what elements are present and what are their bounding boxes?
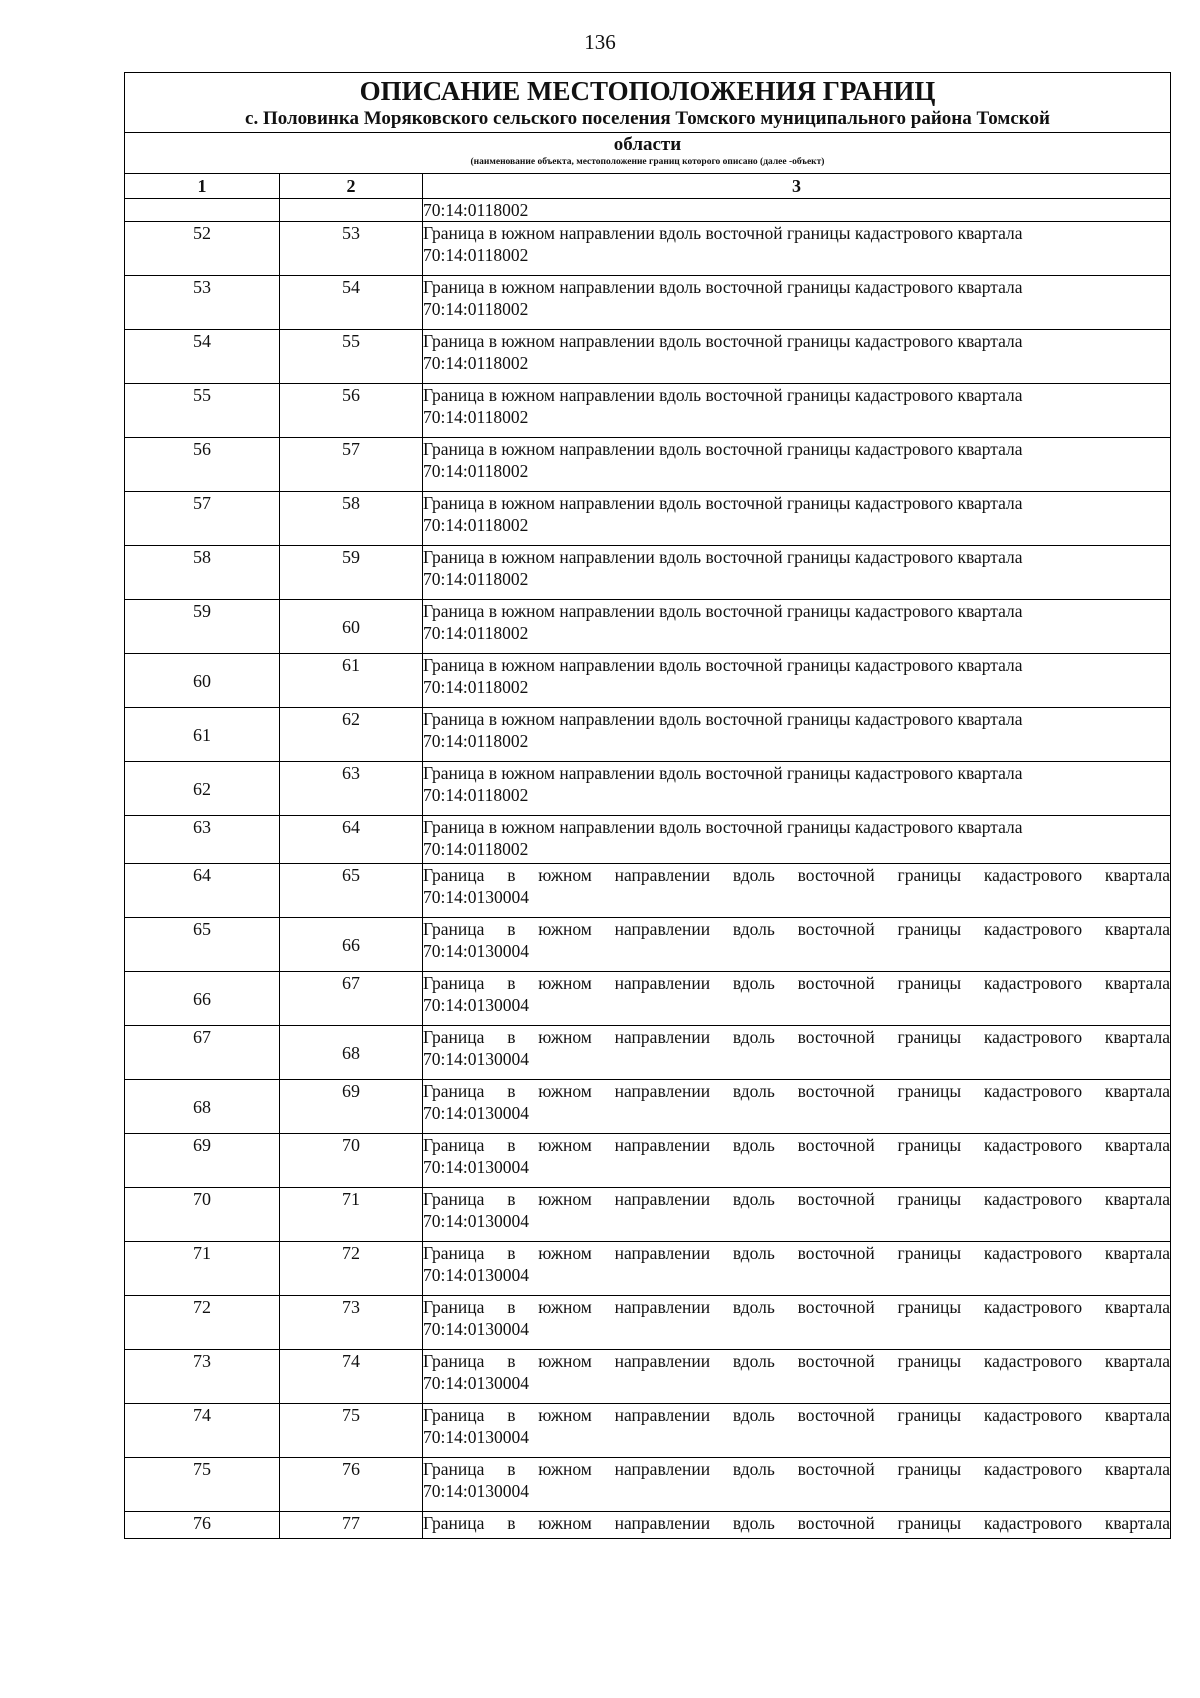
description-text: Граница в южном направлении вдоль восточной границы кадастрового квартала — [423, 1081, 1170, 1101]
description-text: Граница в южном направлении вдоль восточной границы кадастрового квартала — [423, 1189, 1170, 1209]
boundary-description — [423, 1296, 1171, 1350]
to-point: 75 — [280, 1404, 423, 1458]
document-subtitle-continuation: области — [613, 134, 682, 155]
boundary-description — [423, 1512, 1171, 1539]
to-point: 55 — [280, 330, 423, 384]
description-text: Граница в южном направлении вдоль восточной границы кадастрового квартала — [423, 1243, 1170, 1263]
table-row-continuation — [125, 199, 1171, 222]
boundary-description — [423, 654, 1171, 708]
description-text: Граница в южном направлении вдоль восточной границы кадастрового квартала — [423, 439, 1023, 459]
table-row — [125, 1188, 1171, 1242]
description-text: Граница в южном направлении вдоль восточной границы кадастрового квартала — [423, 1405, 1170, 1425]
description-text: Граница в южном направлении вдоль восточной границы кадастрового квартала — [423, 1297, 1170, 1317]
from-point: 57 — [125, 492, 280, 546]
from-point: 64 — [125, 864, 280, 918]
to-point: 69 — [280, 1080, 423, 1134]
boundary-description — [423, 492, 1171, 546]
quarter-code: 70:14:0118002 — [423, 839, 529, 859]
to-point: 59 — [280, 546, 423, 600]
from-point: 66 — [125, 972, 280, 1026]
table-row — [125, 654, 1171, 708]
quarter-code: 70:14:0118002 — [423, 677, 529, 697]
boundary-description — [423, 762, 1171, 816]
quarter-code: 70:14:0118002 — [423, 569, 529, 589]
table-row — [125, 1242, 1171, 1296]
table-row — [125, 492, 1171, 546]
boundary-description — [423, 1188, 1171, 1242]
description-text: Граница в южном направлении вдоль восточной границы кадастрового квартала — [423, 817, 1023, 837]
from-point: 68 — [125, 1080, 280, 1134]
header-object-cell — [125, 133, 1171, 174]
description-text: Граница в южном направлении вдоль восточной границы кадастрового квартала — [423, 223, 1023, 243]
quarter-code: 70:14:0130004 — [423, 887, 529, 907]
boundary-description — [423, 1350, 1171, 1404]
table-row — [125, 222, 1171, 276]
table-body — [125, 222, 1171, 1539]
boundary-description — [423, 1134, 1171, 1188]
quarter-code: 70:14:0130004 — [423, 941, 529, 961]
from-point: 73 — [125, 1350, 280, 1404]
description-text: Граница в южном направлении вдоль восточной границы кадастрового квартала — [423, 919, 1170, 939]
header-title-cell — [125, 73, 1171, 133]
description-text: Граница в южном направлении вдоль восточной границы кадастрового квартала — [423, 1513, 1170, 1533]
table-row — [125, 600, 1171, 654]
to-point: 77 — [280, 1512, 423, 1539]
from-point: 71 — [125, 1242, 280, 1296]
to-point: 68 — [280, 1026, 423, 1080]
from-point: 59 — [125, 600, 280, 654]
from-point: 70 — [125, 1188, 280, 1242]
to-point: 74 — [280, 1350, 423, 1404]
quarter-code: 70:14:0118002 — [423, 200, 529, 220]
from-point: 75 — [125, 1458, 280, 1512]
table-row — [125, 546, 1171, 600]
from-point: 69 — [125, 1134, 280, 1188]
from-point: 58 — [125, 546, 280, 600]
from-point: 53 — [125, 276, 280, 330]
boundary-description — [423, 330, 1171, 384]
description-text: Граница в южном направлении вдоль восточной границы кадастрового квартала — [423, 601, 1023, 621]
boundary-description — [423, 816, 1171, 864]
to-point: 53 — [280, 222, 423, 276]
boundary-description — [423, 1404, 1171, 1458]
description-text: Граница в южном направлении вдоль восточной границы кадастрового квартала — [423, 865, 1170, 885]
table-row — [125, 1026, 1171, 1080]
boundary-description — [423, 1026, 1171, 1080]
to-point: 54 — [280, 276, 423, 330]
document-title: ОПИСАНИЕ МЕСТОПОЛОЖЕНИЯ ГРАНИЦ — [359, 76, 936, 106]
to-point — [280, 199, 423, 222]
table-row — [125, 1134, 1171, 1188]
table-row — [125, 762, 1171, 816]
to-point: 60 — [280, 600, 423, 654]
page-number: 136 — [584, 30, 616, 54]
document-subtitle: с. Половинка Моряковского сельского поселения Томского муниципального района Томской — [245, 108, 1050, 129]
table-row — [125, 1404, 1171, 1458]
to-point: 70 — [280, 1134, 423, 1188]
to-point: 72 — [280, 1242, 423, 1296]
quarter-code: 70:14:0118002 — [423, 785, 529, 805]
column-header-2: 2 — [280, 174, 423, 199]
table-row — [125, 1296, 1171, 1350]
boundary-description — [423, 1242, 1171, 1296]
boundary-description — [423, 222, 1171, 276]
quarter-code: 70:14:0118002 — [423, 245, 529, 265]
column-header-1: 1 — [125, 174, 280, 199]
from-point: 54 — [125, 330, 280, 384]
quarter-code: 70:14:0130004 — [423, 1103, 529, 1123]
quarter-code: 70:14:0118002 — [423, 299, 529, 319]
table-row — [125, 438, 1171, 492]
description-text: Граница в южном направлении вдоль восточной границы кадастрового квартала — [423, 1459, 1170, 1479]
quarter-code: 70:14:0130004 — [423, 1211, 529, 1231]
column-header-3: 3 — [423, 174, 1171, 199]
description-text: Граница в южном направлении вдоль восточной границы кадастрового квартала — [423, 331, 1023, 351]
to-point: 76 — [280, 1458, 423, 1512]
object-caption: (наименование объекта, местоположение границ которого описано (далее -объект) — [470, 157, 825, 167]
table-row — [125, 864, 1171, 918]
table-row — [125, 918, 1171, 972]
boundary-description — [423, 438, 1171, 492]
to-point: 65 — [280, 864, 423, 918]
table-row — [125, 972, 1171, 1026]
boundary-description — [423, 199, 1171, 222]
from-point — [125, 199, 280, 222]
from-point: 65 — [125, 918, 280, 972]
table-row — [125, 276, 1171, 330]
table-row — [125, 816, 1171, 864]
boundary-description — [423, 546, 1171, 600]
description-text: Граница в южном направлении вдоль восточной границы кадастрового квартала — [423, 655, 1023, 675]
from-point: 61 — [125, 708, 280, 762]
from-point: 67 — [125, 1026, 280, 1080]
description-text: Граница в южном направлении вдоль восточной границы кадастрового квартала — [423, 1351, 1170, 1371]
from-point: 72 — [125, 1296, 280, 1350]
table-row — [125, 1458, 1171, 1512]
from-point: 60 — [125, 654, 280, 708]
from-point: 62 — [125, 762, 280, 816]
boundary-description — [423, 708, 1171, 762]
boundary-description — [423, 384, 1171, 438]
from-point: 63 — [125, 816, 280, 864]
quarter-code: 70:14:0130004 — [423, 1157, 529, 1177]
quarter-code: 70:14:0118002 — [423, 515, 529, 535]
description-text: Граница в южном направлении вдоль восточной границы кадастрового квартала — [423, 493, 1023, 513]
quarter-code: 70:14:0118002 — [423, 623, 529, 643]
boundary-description — [423, 1080, 1171, 1134]
to-point: 58 — [280, 492, 423, 546]
boundary-description-table — [124, 72, 1171, 1539]
boundary-description — [423, 864, 1171, 918]
table-row — [125, 708, 1171, 762]
quarter-code: 70:14:0130004 — [423, 1481, 529, 1501]
to-point: 56 — [280, 384, 423, 438]
column-header-row — [125, 174, 1171, 199]
quarter-code: 70:14:0130004 — [423, 1373, 529, 1393]
from-point: 74 — [125, 1404, 280, 1458]
from-point: 52 — [125, 222, 280, 276]
boundary-description — [423, 918, 1171, 972]
description-text: Граница в южном направлении вдоль восточной границы кадастрового квартала — [423, 1135, 1170, 1155]
boundary-description — [423, 1458, 1171, 1512]
to-point: 63 — [280, 762, 423, 816]
to-point: 66 — [280, 918, 423, 972]
quarter-code: 70:14:0130004 — [423, 1319, 529, 1339]
table-row — [125, 1350, 1171, 1404]
from-point: 76 — [125, 1512, 280, 1539]
description-text: Граница в южном направлении вдоль восточной границы кадастрового квартала — [423, 763, 1023, 783]
description-text: Граница в южном направлении вдоль восточной границы кадастрового квартала — [423, 1027, 1170, 1047]
quarter-code: 70:14:0130004 — [423, 1427, 529, 1447]
quarter-code: 70:14:0118002 — [423, 407, 529, 427]
quarter-code: 70:14:0118002 — [423, 461, 529, 481]
quarter-code: 70:14:0118002 — [423, 731, 529, 751]
from-point: 55 — [125, 384, 280, 438]
table-row — [125, 330, 1171, 384]
description-text: Граница в южном направлении вдоль восточной границы кадастрового квартала — [423, 547, 1023, 567]
boundary-description — [423, 276, 1171, 330]
table-row — [125, 1080, 1171, 1134]
to-point: 71 — [280, 1188, 423, 1242]
boundary-description — [423, 972, 1171, 1026]
description-text: Граница в южном направлении вдоль восточной границы кадастрового квартала — [423, 385, 1023, 405]
to-point: 64 — [280, 816, 423, 864]
to-point: 62 — [280, 708, 423, 762]
to-point: 57 — [280, 438, 423, 492]
description-text: Граница в южном направлении вдоль восточной границы кадастрового квартала — [423, 709, 1023, 729]
from-point: 56 — [125, 438, 280, 492]
table-row — [125, 1512, 1171, 1539]
table-row — [125, 384, 1171, 438]
boundary-description — [423, 600, 1171, 654]
quarter-code: 70:14:0130004 — [423, 1049, 529, 1069]
quarter-code: 70:14:0130004 — [423, 995, 529, 1015]
quarter-code: 70:14:0118002 — [423, 353, 529, 373]
description-text: Граница в южном направлении вдоль восточной границы кадастрового квартала — [423, 277, 1023, 297]
to-point: 73 — [280, 1296, 423, 1350]
description-text: Граница в южном направлении вдоль восточной границы кадастрового квартала — [423, 973, 1170, 993]
to-point: 67 — [280, 972, 423, 1026]
to-point: 61 — [280, 654, 423, 708]
quarter-code: 70:14:0130004 — [423, 1265, 529, 1285]
